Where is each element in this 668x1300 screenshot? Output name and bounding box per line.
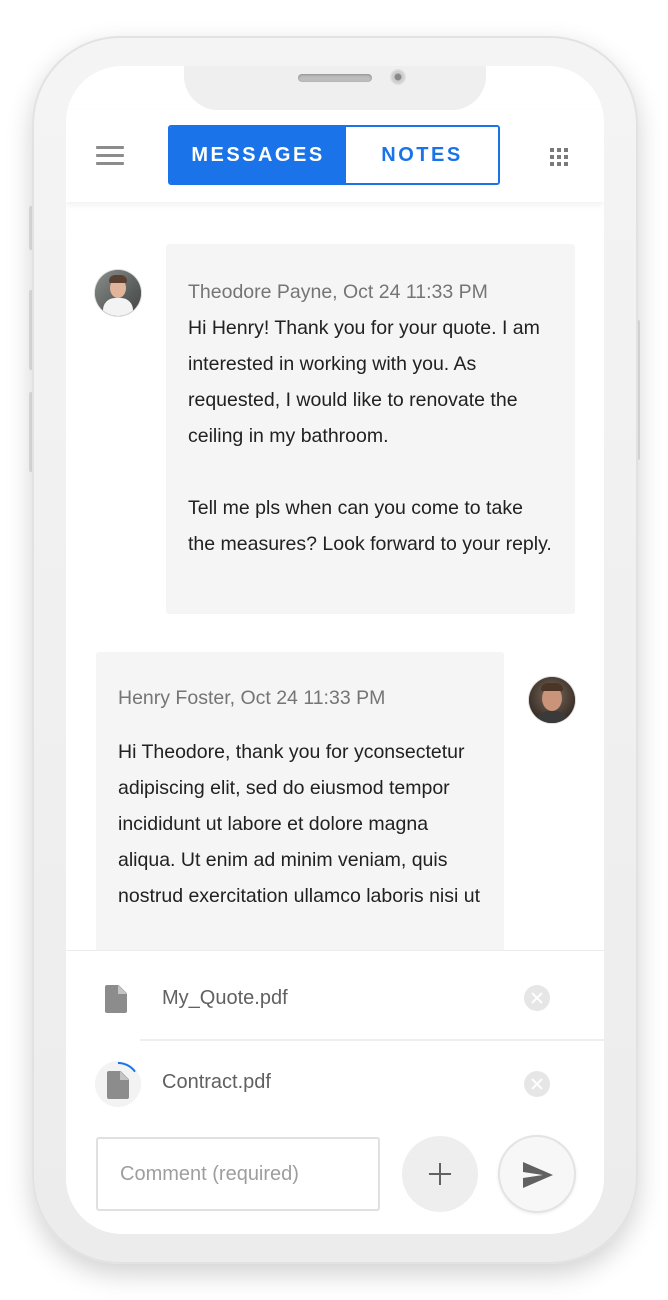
message-bubble-outgoing <box>96 652 504 950</box>
message-body <box>188 310 553 562</box>
message-body <box>118 734 482 914</box>
message-paragraph: Tell me pls when can you come to take the measures? Look forward to your reply. <box>188 497 552 555</box>
phone-frame <box>32 36 638 1264</box>
message-thread[interactable] <box>66 202 604 950</box>
attachment-item <box>66 1039 604 1123</box>
tab-notes[interactable]: NOTES <box>346 127 498 183</box>
phone-screen <box>66 66 604 1234</box>
app-header <box>66 110 604 202</box>
speaker-grille <box>298 74 372 82</box>
attachment-list <box>66 950 604 1122</box>
send-icon <box>522 1161 554 1189</box>
file-icon <box>107 1071 129 1099</box>
tab-switcher <box>168 125 500 185</box>
remove-attachment-icon[interactable] <box>524 1071 550 1097</box>
plus-icon <box>429 1163 451 1185</box>
phone-notch <box>184 66 486 110</box>
compose-bar <box>66 1122 604 1234</box>
front-camera <box>390 69 406 85</box>
apps-grid-icon[interactable] <box>550 148 568 166</box>
avatar-theodore <box>95 270 141 316</box>
tab-messages[interactable]: MESSAGES <box>170 127 346 183</box>
hamburger-menu-icon[interactable] <box>96 146 124 166</box>
message-bubble-incoming <box>166 244 575 614</box>
attachment-item <box>66 951 604 1035</box>
add-attachment-button[interactable] <box>402 1136 478 1212</box>
remove-attachment-icon[interactable] <box>524 985 550 1011</box>
attachment-name: Contract.pdf <box>162 1071 271 1093</box>
message-meta: Henry Foster, Oct 24 11:33 PM <box>118 687 386 709</box>
message-paragraph: Hi Henry! Thank you for your quote. I am interested in working with you. As requested, I would like to renovate the ceiling in my bathroom. <box>188 317 540 447</box>
comment-input[interactable] <box>96 1137 380 1211</box>
message-paragraph: Hi Theodore, thank you for yconsectetur adipiscing elit, sed do eiusmod tempor incididunt ut labore et dolore magna aliqua. Ut enim ad minim veniam, quis nostrud exercitation ullamco laboris nisi ut <box>118 741 481 907</box>
send-button[interactable] <box>498 1135 576 1213</box>
message-meta: Theodore Payne, Oct 24 11:33 PM <box>188 281 488 303</box>
avatar-henry <box>529 677 575 723</box>
file-icon <box>105 985 127 1013</box>
attachment-name: My_Quote.pdf <box>162 987 288 1009</box>
